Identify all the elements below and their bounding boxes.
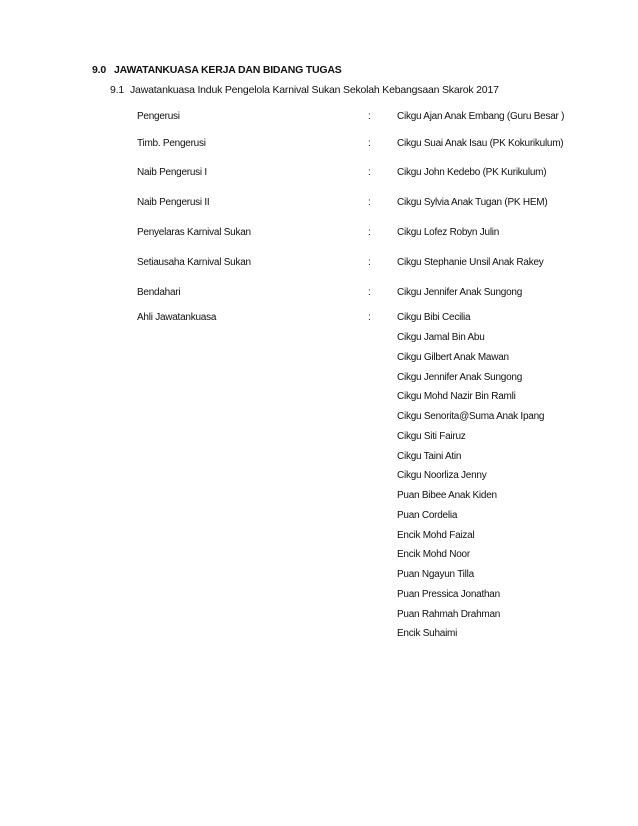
list-item: Cikgu Jamal Bin Abu	[397, 332, 485, 343]
list-item: Cikgu Siti Fairuz	[397, 430, 466, 442]
role-label: Penyelaras Karnival Sukan	[137, 227, 251, 238]
role-row-ahli-jawatankuasa	[0, 312, 638, 328]
role-separator: :	[368, 167, 371, 178]
list-item: Encik Mohd Noor	[397, 549, 470, 561]
role-separator: :	[368, 312, 371, 323]
role-label: Naib Pengerusi II	[137, 197, 210, 208]
role-label: Setiausaha Karnival Sukan	[137, 257, 251, 268]
role-value: Cikgu Stephanie Unsil Anak Rakey	[397, 257, 544, 268]
subsection-title: Jawatankuasa Induk Pengelola Karnival Sukan Sekolah Kebangsaan Skarok 2017	[130, 84, 499, 96]
role-separator: :	[368, 197, 371, 208]
subsection-number: 9.1	[110, 84, 124, 96]
list-item: Puan Ngayun Tilla	[397, 569, 474, 580]
role-row-naib-pengerusi-2	[0, 197, 638, 213]
role-label: Timb. Pengerusi	[137, 138, 206, 149]
role-row-setiausaha	[0, 257, 638, 273]
role-value: Cikgu Bibi Cecilia	[397, 312, 471, 323]
role-row-bendahari	[0, 287, 638, 303]
role-separator: :	[368, 138, 371, 149]
role-value: Cikgu Lofez Robyn Julin	[397, 227, 500, 238]
list-item: Puan Rahmah Drahman	[397, 608, 501, 620]
role-row-naib-pengerusi-1	[0, 167, 638, 183]
role-value: Cikgu Sylvia Anak Tugan (PK HEM)	[397, 197, 548, 208]
role-row-pengerusi	[0, 111, 638, 127]
list-item: Encik Suhaimi	[397, 628, 458, 640]
section-number: 9.0	[92, 64, 106, 76]
role-value: Cikgu Suai Anak Isau (PK Kokurikulum)	[397, 138, 564, 149]
list-item: Encik Mohd Faizal	[397, 529, 475, 541]
list-item: Cikgu Noorliza Jenny	[397, 470, 487, 482]
role-label: Ahli Jawatankuasa	[137, 312, 217, 323]
role-separator: :	[368, 227, 371, 238]
section-title: JAWATANKUASA KERJA DAN BIDANG TUGAS	[114, 64, 342, 76]
role-value: Cikgu Ajan Anak Embang (Guru Besar )	[397, 111, 565, 122]
list-item: Puan Pressica Jonathan	[397, 588, 500, 600]
role-separator: :	[368, 257, 371, 268]
role-separator: :	[368, 287, 371, 298]
role-row-timb-pengerusi	[0, 138, 638, 154]
committee-member-list	[397, 332, 544, 648]
list-item: Cikgu Mohd Nazir Bin Ramli	[397, 391, 516, 403]
list-item: Cikgu Senorita@Suma Anak Ipang	[397, 411, 545, 422]
role-label: Pengerusi	[137, 111, 180, 122]
list-item: Cikgu Jennifer Anak Sungong	[397, 371, 523, 383]
section-heading	[92, 64, 342, 76]
subsection-heading	[110, 84, 499, 96]
role-label: Naib Pengerusi I	[137, 167, 207, 178]
list-item: Cikgu Gilbert Anak Mawan	[397, 351, 509, 363]
role-value: Cikgu Jennifer Anak Sungong	[397, 287, 523, 298]
role-label: Bendahari	[137, 287, 181, 298]
list-item: Cikgu Taini Atin	[397, 450, 462, 462]
list-item: Puan Cordelia	[397, 509, 458, 521]
role-separator: :	[368, 111, 371, 122]
role-row-penyelaras	[0, 227, 638, 243]
list-item: Puan Bibee Anak Kiden	[397, 490, 497, 501]
role-value: Cikgu John Kedebo (PK Kurikulum)	[397, 167, 547, 178]
